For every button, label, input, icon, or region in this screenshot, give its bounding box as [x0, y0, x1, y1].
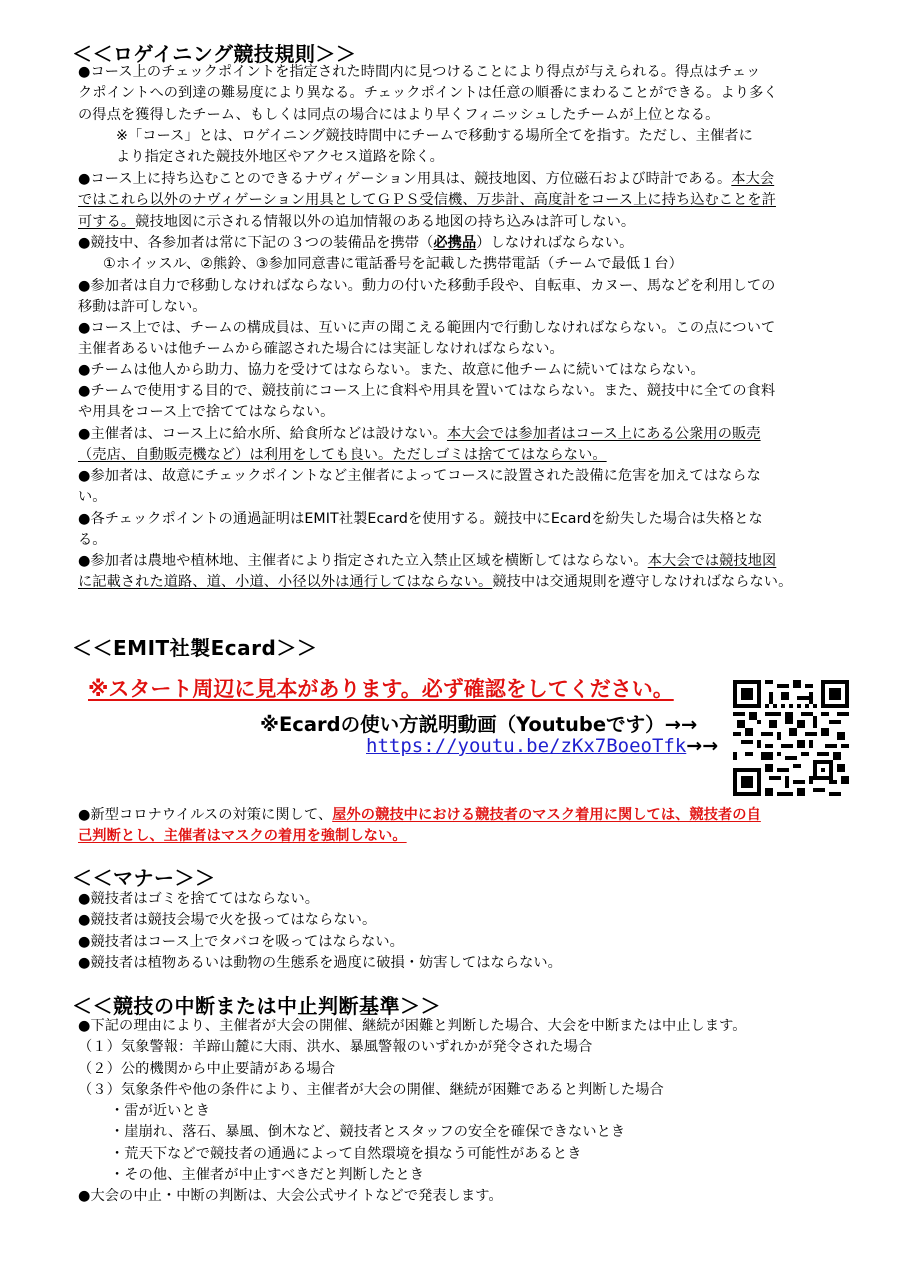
list-item: （３）気象条件や他の条件により、主催者が大会の開催、継続が困難であると判断した場合: [78, 1081, 664, 1098]
text-run: ●主催者は、コース上に給水所、給食所などは設けない。: [78, 426, 447, 442]
list-item: ・荒天下などで競技者の通過によって自然環境を損なう可能性があるとき: [110, 1145, 582, 1162]
text-line: い。: [78, 489, 107, 506]
text-line: ※「コース」とは、ロゲイニング競技時間中にチームで移動する場所全てを指す。ただし、主催者に: [116, 127, 753, 144]
rules-paragraph-8: [78, 424, 853, 467]
manners-list: [78, 889, 853, 974]
text-line: [78, 233, 853, 254]
rules-paragraph-6: [78, 360, 853, 381]
list-item: ・崖崩れ、落石、暴風、倒木など、競技者とスタッフの安全を確保できないとき: [110, 1124, 626, 1141]
list-item: （１）気象警報：羊蹄山麓に大雨、洪水、暴風警報のいずれかが発令された場合: [78, 1039, 593, 1056]
rules-paragraph-2: [78, 169, 853, 233]
text-line: ●参加者は、故意にチェックポイントなど主催者によってコースに設置された設備に危害を加えてはならな: [78, 468, 761, 484]
list-item: ・雷が近いとき: [110, 1103, 211, 1120]
text-line: [78, 169, 853, 190]
youtube-link[interactable]: https://youtu.be/zKx7BoeoTfk: [366, 735, 687, 757]
text-line: [78, 424, 853, 445]
text-run: ●コース上に持ち込むことのできるナヴィゲーション用具は、競技地図、方位磁石および時計である。: [78, 171, 732, 187]
text-line: や用具をコース上で捨ててはならない。: [78, 404, 335, 421]
sample-notice: ※スタート周辺に見本があります。必ず確認をしてください。: [88, 677, 674, 701]
text-line: クポイントへの到達の難易度により異なる。チェックポイントは任意の順番にまわることができる。より多く: [78, 85, 778, 102]
list-item: ●競技者はコース上でタバコを吸ってはならない。: [78, 933, 404, 950]
text-line: [78, 805, 853, 826]
underlined-text: ではこれら以外のナヴィゲーション用具としてＧＰＳ受信機、万歩計、高度計をコース上に持ち込むことを許: [78, 192, 776, 209]
suspension-heading: ＜＜競技の中断または中止判断基準＞＞: [72, 994, 441, 1018]
suspension-criteria: [78, 1016, 853, 1208]
ecard-video-url-line: [366, 735, 718, 757]
required-items-text: 必携品: [433, 235, 477, 251]
rules-heading: ＜＜ロゲイニング競技規則＞＞: [72, 42, 357, 66]
text-run: ●参加者は農地や植林地、主催者により指定された立入禁止区域を横断してはならない。: [78, 553, 648, 569]
text-line: ①ホイッスル、②熊鈴、③参加同意書に電話番号を記載した携帯電話（チームで最低１台）: [103, 256, 683, 273]
rules-paragraph-3: [78, 233, 853, 276]
ecard-heading: ＜＜EMIT社製Ecard＞＞: [72, 636, 318, 660]
text-run: ●新型コロナウイルスの対策に関して、: [78, 807, 333, 823]
underlined-text: 本大会では参加者はコース上にある公衆用の販売: [446, 426, 761, 442]
corona-notice: [78, 805, 853, 848]
arrow-text: →→: [686, 735, 719, 757]
text-line: ●チームで使用する目的で、競技前にコース上に食料や用具を置いてはならない。また、競技中に全ての食料: [78, 383, 776, 399]
text-line: ●コース上のチェックポイントを指定された時間内に見つけることにより得点が与えられる。得点はチェッ: [78, 64, 761, 80]
rules-paragraph-7: [78, 381, 853, 424]
text-run: ）しなければならない。: [476, 235, 634, 251]
list-item: ●競技者は植物あるいは動物の生態系を過度に破損・妨害してはならない。: [78, 954, 562, 971]
text-line: [78, 212, 853, 233]
rules-paragraph-5: [78, 318, 853, 361]
underlined-text: （売店、自動販売機など）は利用をしても良い。ただしゴミは捨ててはならない。: [78, 447, 607, 464]
ecard-video-label: ※Ecardの使い方説明動画（Youtubeです）→→: [260, 713, 698, 736]
list-item: ●競技者はゴミを捨ててはならない。: [78, 891, 320, 907]
text-line: より指定された競技外地区やアクセス道路を除く。: [116, 149, 444, 166]
text-line: ●参加者は自力で移動しなければならない。動力の付いた移動手段や、自転車、カヌー、馬などを利用しての: [78, 278, 776, 294]
text-line: ●大会の中止・中断の判断は、大会公式サイトなどで発表します。: [78, 1188, 503, 1205]
text-line: の得点を獲得したチーム、もしくは同点の場合にはより早くフィニッシュしたチームが上位となる。: [78, 106, 720, 123]
underlined-text: 可する。: [78, 213, 136, 230]
underlined-text: 本大会: [731, 171, 775, 187]
mask-policy-text: 屋外の競技中における競技者のマスク着用に関しては、競技者の自: [332, 807, 761, 823]
list-item: （２）公的機関から中止要請がある場合: [78, 1060, 336, 1077]
rules-paragraph-11: [78, 551, 853, 594]
text-line: 移動は許可しない。: [78, 299, 207, 316]
rules-paragraph-1: [78, 62, 853, 168]
text-line: る。: [78, 532, 107, 549]
text-run: ●競技中、各参加者は常に下記の３つの装備品を携帯（: [78, 235, 434, 251]
text-line: ●下記の理由により、主催者が大会の開催、継続が困難と判断した場合、大会を中断または中止します。: [78, 1018, 747, 1034]
rules-paragraph-4: [78, 276, 853, 319]
text-line: [78, 551, 853, 572]
rules-paragraph-9: [78, 466, 853, 509]
mask-policy-text: 己判断とし、主催者はマスクの着用を強制しない。: [78, 828, 407, 845]
underlined-text: 本大会では競技地図: [647, 553, 777, 569]
qr-code-icon[interactable]: [733, 680, 849, 796]
text-line: ●各チェックポイントの通過証明はEMIT社製Ecardを使用する。競技中にEcardを紛失した場合は失格とな: [78, 511, 763, 527]
text-run: 競技中は交通規則を遵守しなければならない。: [492, 574, 793, 591]
text-line: ●チームは他人から助力、協力を受けてはならない。また、故意に他チームに続いてはならない。: [78, 362, 705, 378]
manners-heading: ＜＜マナー＞＞: [72, 866, 216, 890]
rules-paragraph-10: [78, 509, 853, 552]
underlined-text: に記載された道路、道、小道、小径以外は通行してはならない。: [78, 574, 493, 591]
list-item: ・その他、主催者が中止すべきだと判断したとき: [110, 1167, 425, 1184]
text-line: 主催者あるいは他チームから確認された場合には実証しなければならない。: [78, 341, 564, 358]
text-line: [78, 572, 853, 593]
list-item: ●競技者は競技会場で火を扱ってはならない。: [78, 912, 377, 929]
text-run: 競技地図に示される情報以外の追加情報のある地図の持ち込みは許可しない。: [135, 213, 636, 230]
text-line: ●コース上では、チームの構成員は、互いに声の聞こえる範囲内で行動しなければならない。この点について: [78, 320, 776, 336]
